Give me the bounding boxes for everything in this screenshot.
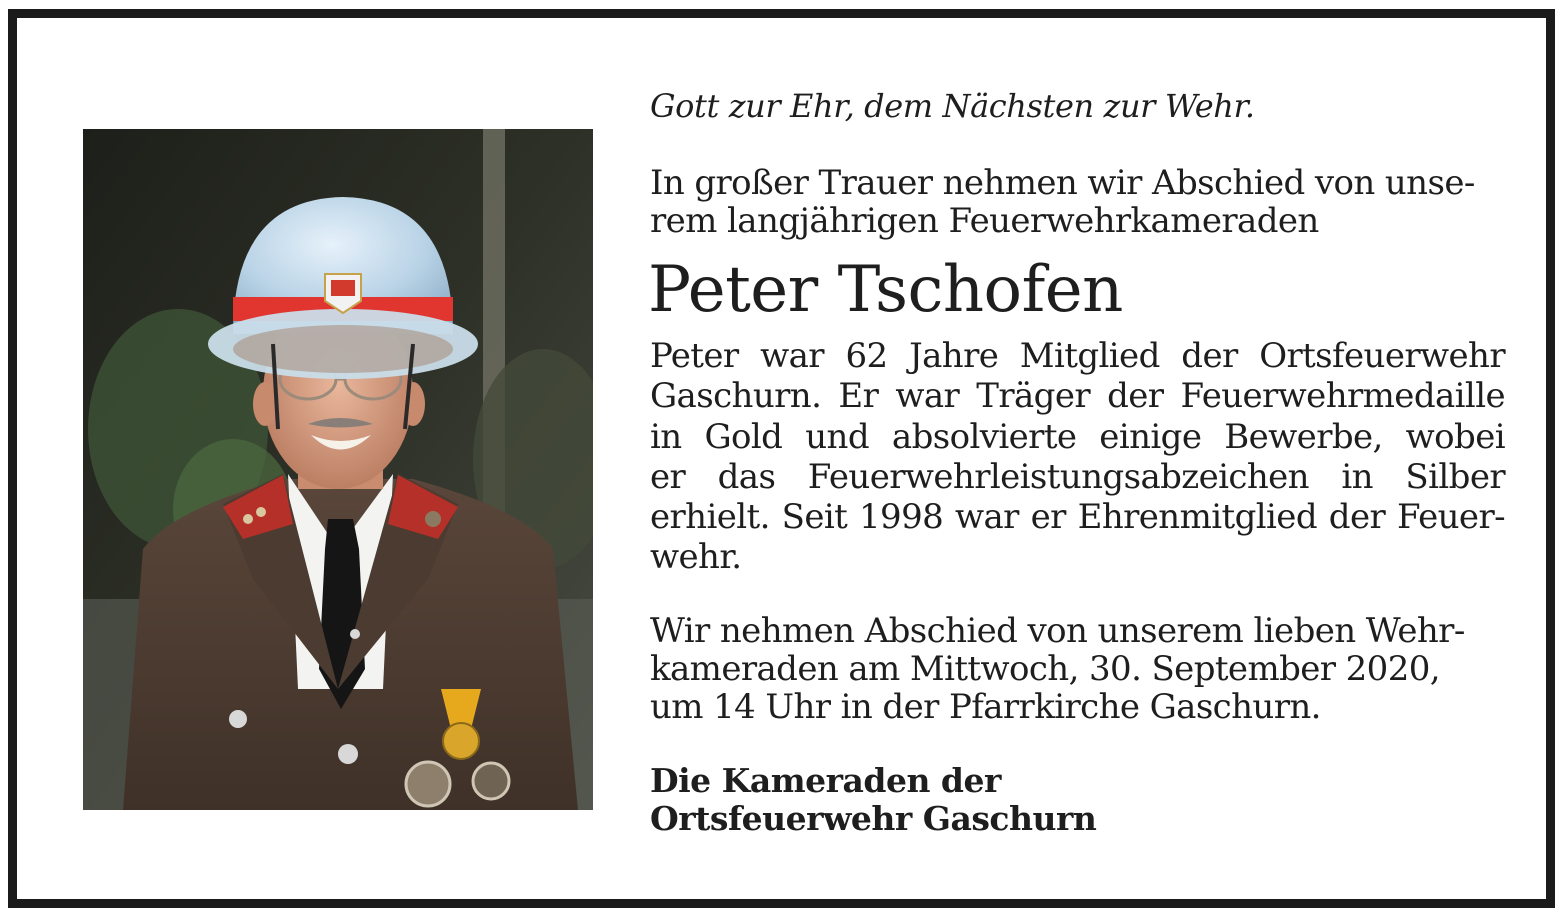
signature-line: Die Kameraden der [650,760,1001,800]
motto: Gott zur Ehr, dem Nächsten zur Wehr. [650,87,1255,125]
portrait-photo [83,129,593,810]
deceased-name: Peter Tschofen [648,253,1123,327]
intro-line: rem langjährigen Feuerwehrkameraden [650,201,1319,241]
farewell-line: um 14 Uhr in der Pfarrkirche Gaschurn. [650,686,1321,727]
signature [650,762,1505,838]
intro-line: In großer Trauer nehmen wir Abschied von unse- [650,163,1475,203]
farewell-paragraph [650,612,1505,726]
bio-line: er das Feuerwehrleistungsabzeichen in Silber [650,456,1505,497]
obituary-text [650,86,1505,838]
signature-line: Ortsfeuerwehr Gaschurn [650,798,1097,838]
farewell-line: kameraden am Mittwoch, 30. September 2020, [650,648,1440,689]
bio-line: in Gold und absolvierte einige Bewerbe, wobei [650,416,1505,457]
intro-paragraph [650,164,1505,240]
bio-line: Peter war 62 Jahre Mitglied der Ortsfeuerwehr [650,336,1505,376]
bio-line: wehr. [650,537,742,578]
bio-line: erhielt. Seit 1998 war er Ehrenmitglied der Feuer- [650,497,1505,538]
biography-paragraph [650,336,1505,578]
obituary-frame [8,9,1555,908]
farewell-line: Wir nehmen Abschied von unserem lieben Wehr- [650,610,1465,651]
bio-line: Gaschurn. Er war Träger der Feuerwehrmedaille [650,376,1505,417]
